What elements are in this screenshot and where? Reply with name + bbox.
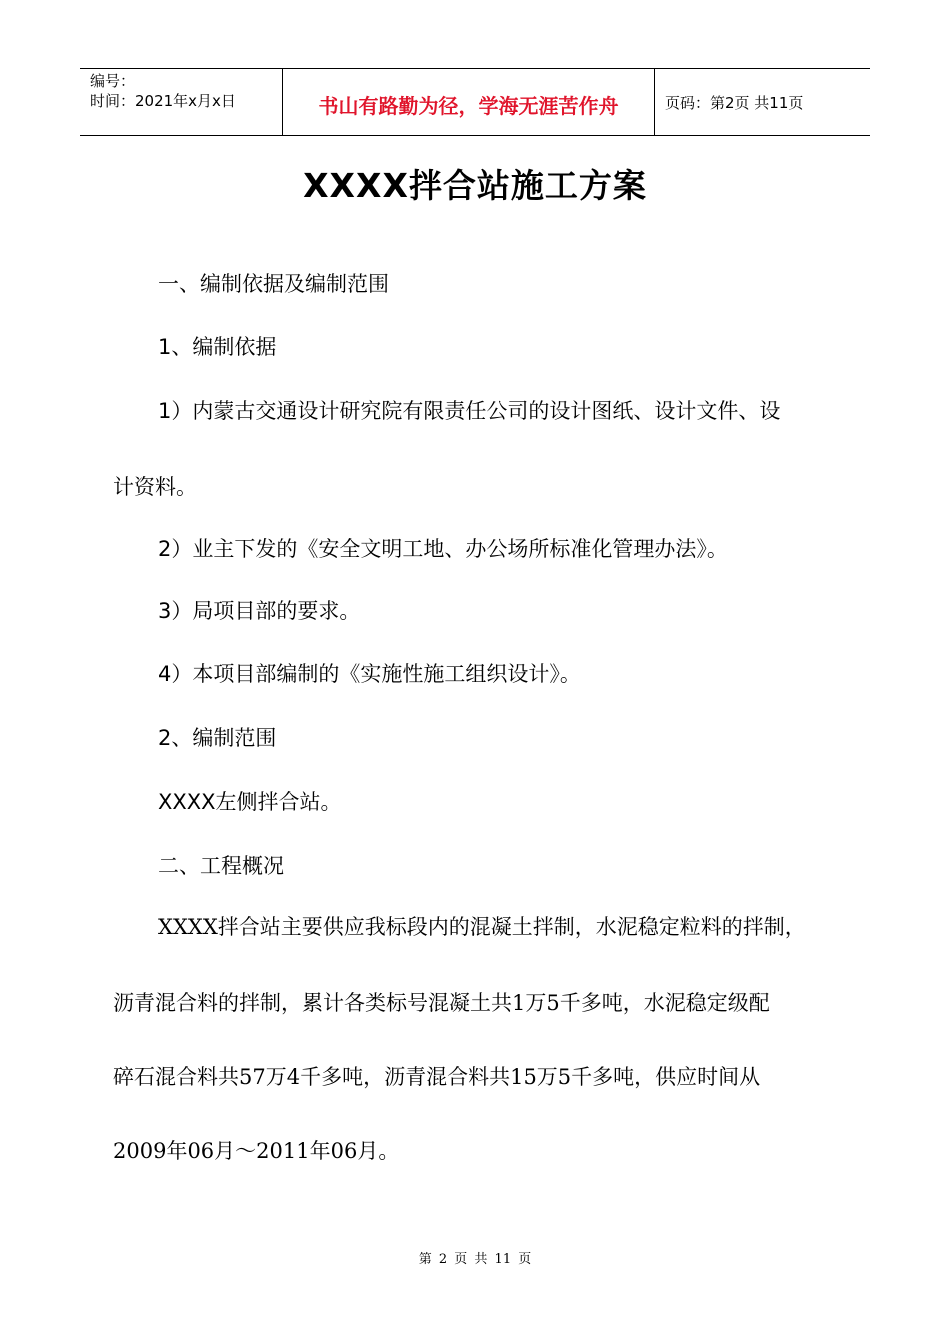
header-page-info: 页码：第2页 共11页	[665, 93, 804, 112]
page-footer: 第 2 页 共 11 页	[418, 1252, 532, 1267]
paragraph-line: 2009年06月～2011年06月。	[113, 1139, 400, 1163]
header-motto: 书山有路勤为径，学海无涯苦作舟	[282, 69, 655, 135]
list-item: 2）业主下发的《安全文明工地、办公场所标准化管理办法》。	[158, 537, 728, 561]
document-title: XXXX拌合站施工方案	[303, 166, 647, 205]
header-meta	[80, 69, 282, 135]
list-item: 3）局项目部的要求。	[158, 599, 361, 623]
paragraph: XXXX左侧拌合站。	[158, 790, 342, 814]
subsection-heading: 1、编制依据	[158, 335, 277, 359]
list-item-continuation: 计资料。	[113, 475, 197, 499]
section-heading: 一、编制依据及编制范围	[158, 272, 389, 296]
document-time-label: 时间：2021年x月x日	[90, 92, 236, 110]
paragraph-line: 碎石混合料共57万4千多吨，沥青混合料共15万5千多吨，供应时间从	[113, 1065, 761, 1089]
paragraph-line: 沥青混合料的拌制，累计各类标号混凝土共1万5千多吨，水泥稳定级配	[113, 991, 770, 1015]
list-item: 1）内蒙古交通设计研究院有限责任公司的设计图纸、设计文件、设	[158, 399, 781, 423]
subsection-heading: 2、编制范围	[158, 726, 277, 750]
document-number-label: 编号：	[90, 72, 136, 90]
page-header	[80, 68, 870, 136]
paragraph-line: XXXX拌合站主要供应我标段内的混凝土拌制，水泥稳定粒料的拌制，	[158, 915, 806, 939]
list-item: 4）本项目部编制的《实施性施工组织设计》。	[158, 662, 581, 686]
section-heading: 二、工程概况	[158, 854, 284, 878]
